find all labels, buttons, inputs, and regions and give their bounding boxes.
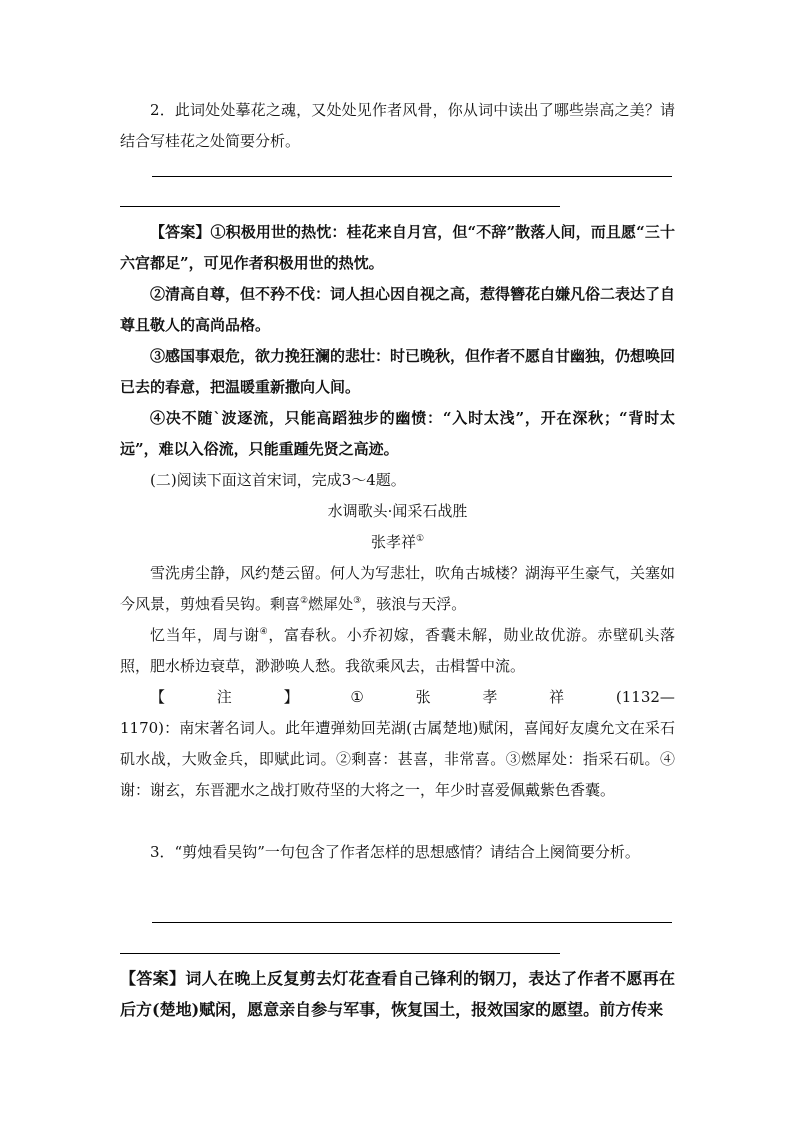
stanza-2-part-a: 忆当年，周与谢 [150, 626, 260, 644]
poem-author [120, 527, 675, 558]
answer-label: 【答案】 [150, 223, 211, 241]
note-marker-2: ② [300, 596, 309, 606]
note-char-xiang: 祥 [549, 688, 565, 706]
answer-line-3b [120, 953, 560, 954]
answer-line-1b [120, 206, 560, 207]
section-2-intro: (二)阅读下面这首宋词，完成3～4题。 [150, 471, 406, 489]
poem-stanza-2 [120, 620, 675, 682]
stanza-1-part-c: ，骇浪与天浮。 [361, 595, 467, 613]
answer-line-3a [152, 922, 672, 923]
answer-1-p4: ④决不随`波逐流，只能高蹈独步的幽愤：“入时太浅”，开在深秋；“背时太远”，难以入俗流，只能重踵先贤之高迹。 [120, 409, 675, 458]
note-label: 注 [216, 688, 232, 706]
poem-title: 水调歌头·闻采石战胜 [327, 502, 468, 520]
question-2: 2．此词处处摹花之魂，又处处见作者风骨，你从词中读出了哪些崇高之美？请结合写桂花之处简要分析。 [120, 101, 675, 150]
question-3: 3．“剪烛看吴钩”一句包含了作者怎样的思想感情？请结合上阕简要分析。 [150, 843, 640, 861]
note-marker-3: ③ [353, 596, 362, 606]
answer-2-label: 【答案】 [120, 969, 186, 988]
answer-1-p3: ③感国事艰危，欲力挽狂澜的悲壮：时已晚秋，但作者不愿自甘幽独，仍想唤回已去的春意，把温暖重新撒向人间。 [120, 347, 676, 396]
poem-stanza-1 [120, 558, 675, 620]
note-marker-4: ④ [259, 627, 269, 637]
answer-1-p1-text: ①积极用世的热忱：桂花来自月宫，但“不辞”散落人间，而且愿“三十六宫都足”，可见作者积极用世的热忱。 [120, 223, 675, 272]
notes-body: 1170)：南宋著名词人。此年遭弹劾回芜湖(古属楚地)赋闲，喜闻好友虞允文在采石矶水战，大败金兵，即赋此词。②剩喜：甚喜，非常喜。③燃犀处：指采石矶。④谢：谢玄，东晋淝水之战打败苻坚的大将之一，年少时喜爱佩戴紫色香囊。 [120, 719, 675, 799]
note-year-start: (1132— [615, 688, 675, 706]
answer-1-p1 [120, 217, 675, 279]
answer-2-text: 词人在晚上反复剪去灯花查看自己锋利的钢刀，表达了作者不愿再在后方(楚地)赋闲，愿意亲自参与军事，恢复国土，报效国家的愿望。前方传来 [120, 969, 675, 1019]
answer-1-p2: ②清高自尊，但不矜不伐：词人担心因自视之高，惹得簪花白嫌凡俗二表达了自尊且敬人的高尚品格。 [120, 285, 676, 334]
note-num-1: ① [350, 688, 364, 706]
notes-heading-row [120, 682, 675, 713]
stanza-1-part-a: 雪洗虏尘静，风约楚云留。何人为写悲壮，吹角古城楼？湖海平生豪气，关塞如今风景，剪烛看吴钩。剩喜 [120, 564, 676, 613]
note-char-zhang: 张 [415, 688, 431, 706]
note-bracket-close: 】 [283, 688, 299, 706]
author-name: 张孝祥 [370, 533, 416, 551]
note-bracket-open: 【 [150, 688, 166, 706]
answer-2 [120, 963, 675, 1025]
answer-line-1a [152, 176, 672, 177]
author-note-marker: ① [415, 534, 425, 544]
stanza-1-part-b: 燃犀处 [308, 595, 354, 613]
stanza-2-part-b: ，富春秋。小乔初嫁，香囊未解，勋业故优游。赤壁矶头落照，肥水桥边衰草，渺渺唤人愁。我欲乘风去，击楫誓中流。 [120, 626, 675, 675]
note-char-xiao: 孝 [482, 688, 498, 706]
